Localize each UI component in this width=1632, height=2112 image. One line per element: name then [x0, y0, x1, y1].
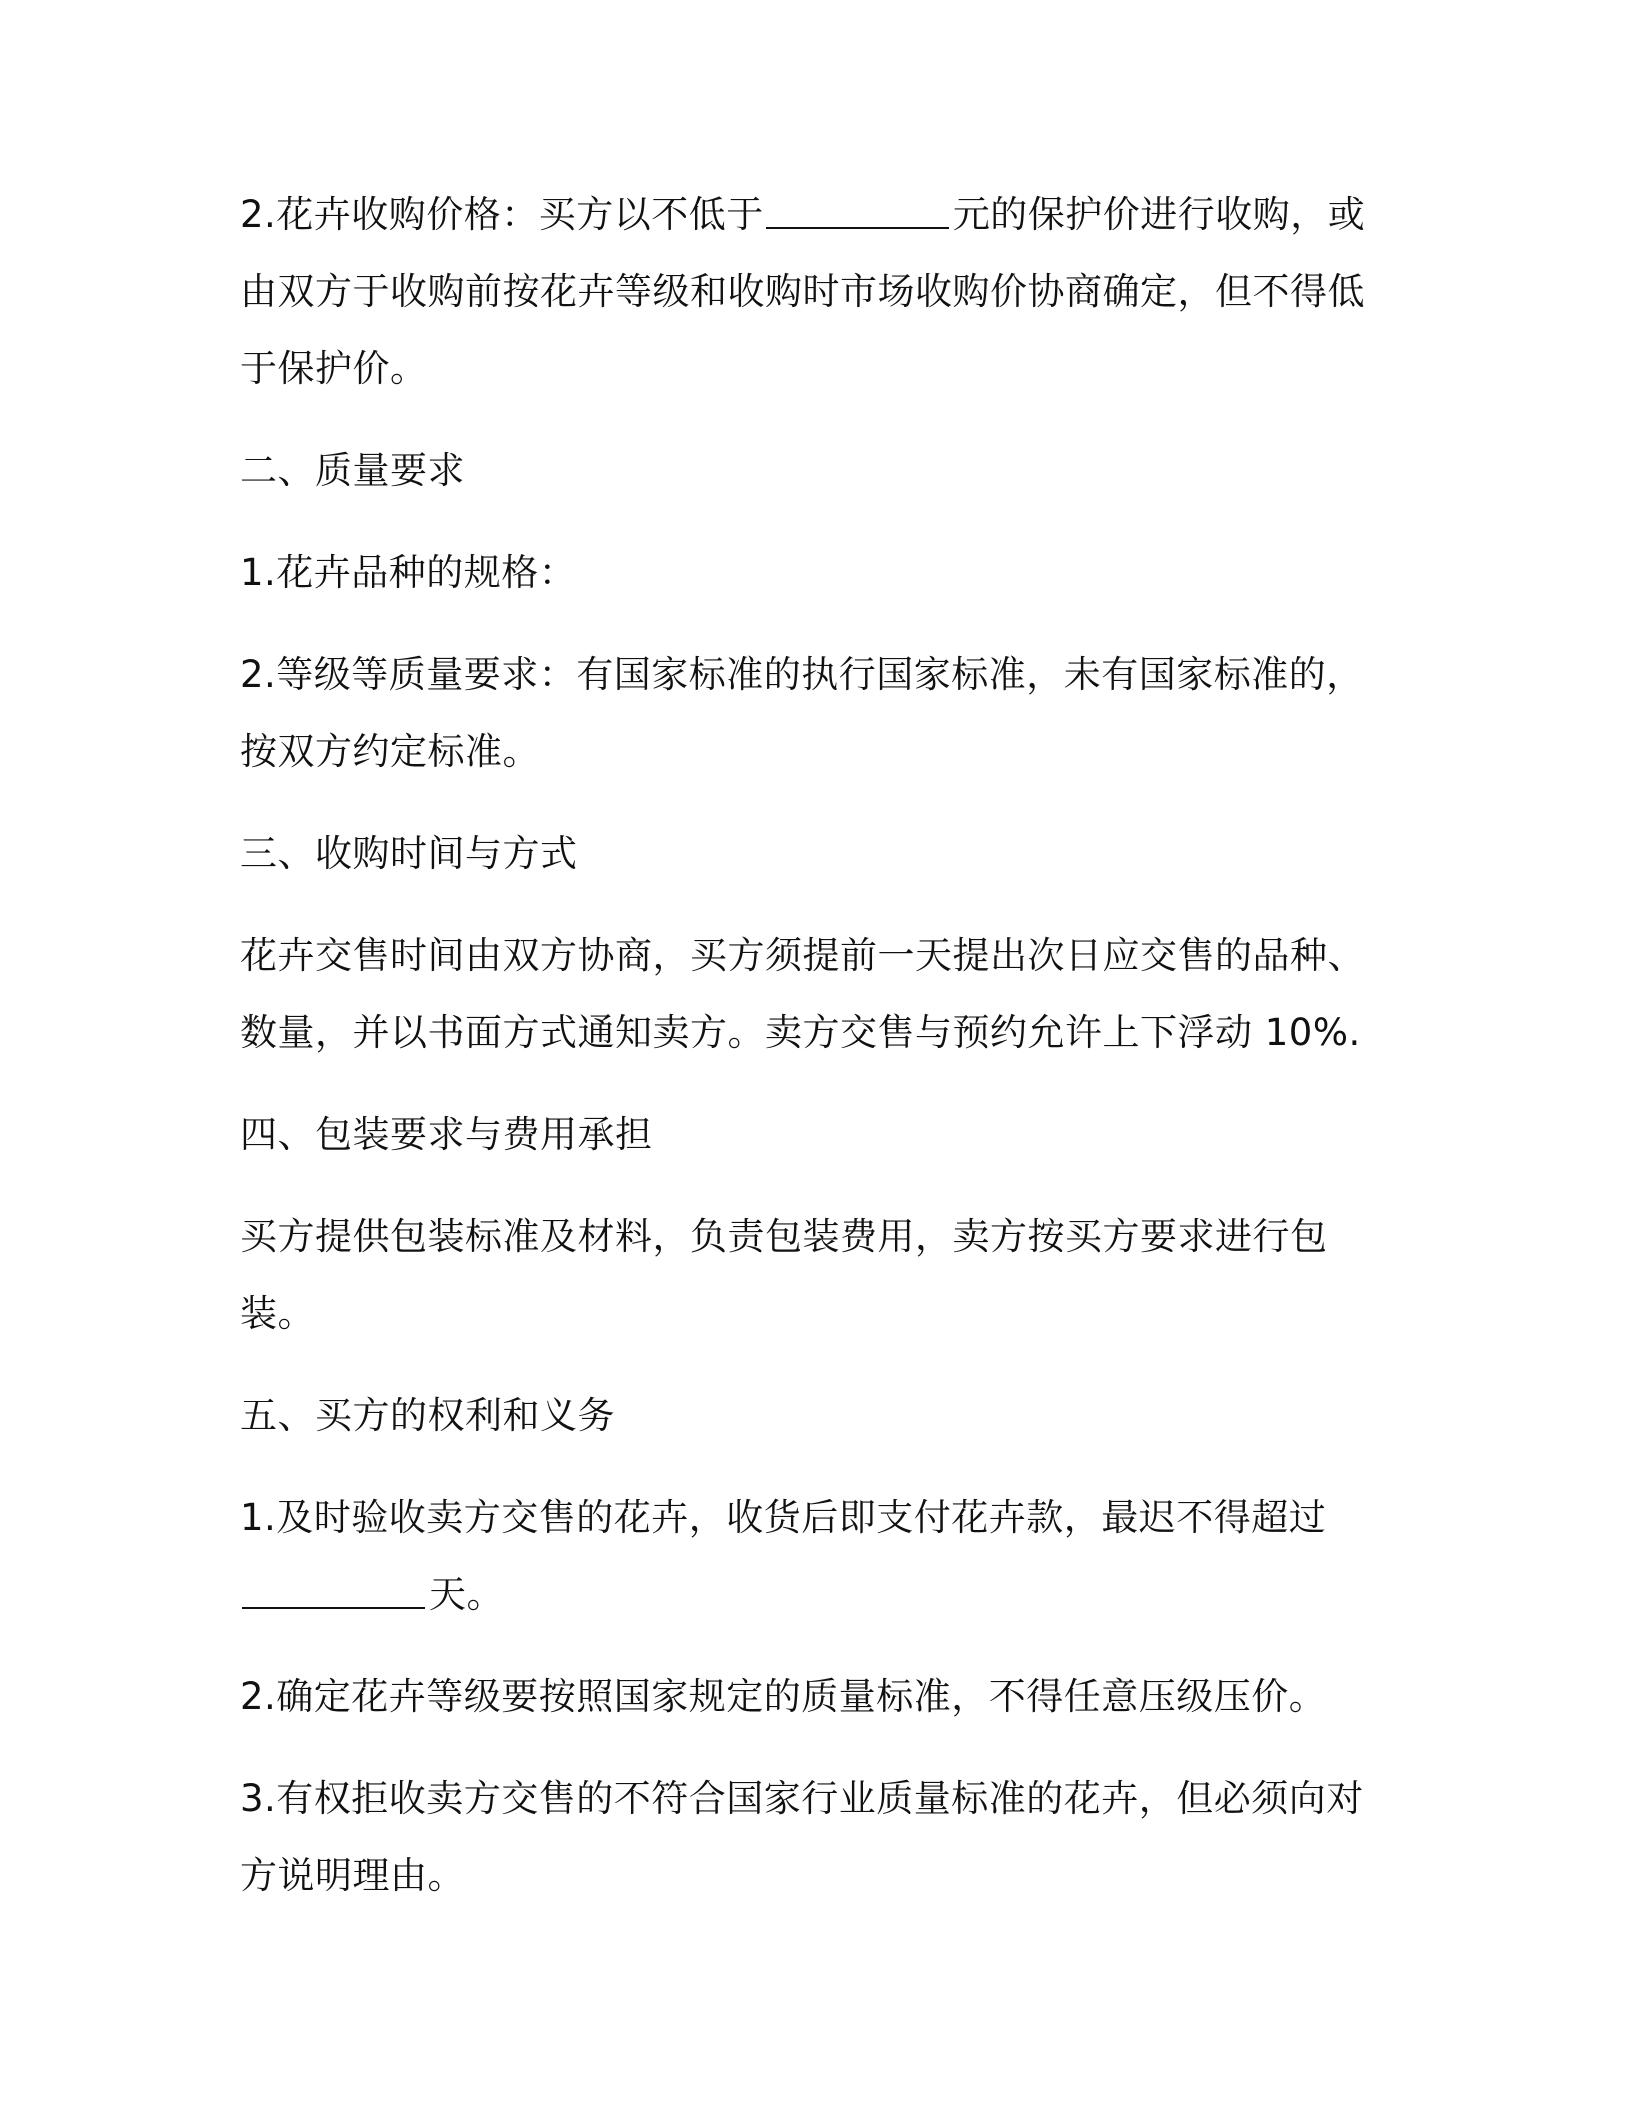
clause-text: 元的保护价进行收购，或由双方于收购前按花卉等级和收购时市场收购价协商确定，但不得低于保护价。 — [240, 193, 1366, 390]
clause-packaging: 买方提供包装标准及材料，负责包装费用，卖方按买方要求进行包装。 — [240, 1215, 1328, 1335]
section-heading-buyer-rights: 五、买方的权利和义务 — [240, 1394, 615, 1437]
document-body — [240, 176, 1370, 1939]
clause-text: 天。 — [429, 1573, 504, 1616]
clause-buyer-reject: 3.有权拒收卖方交售的不符合国家行业质量标准的花卉，但必须向对方说明理由。 — [240, 1777, 1364, 1897]
clause-grade-quality: 2.等级等质量要求：有国家标准的执行国家标准，未有国家标准的，按双方约定标准。 — [240, 653, 1364, 773]
fill-in-blank-price[interactable] — [766, 190, 949, 229]
clause-purchase-price — [240, 176, 1370, 407]
fill-in-blank-days[interactable] — [242, 1570, 425, 1609]
clause-text: 1.及时验收卖方交售的花卉，收货后即支付花卉款，最迟不得超过 — [240, 1496, 1327, 1539]
section-heading-purchase-time: 三、收购时间与方式 — [240, 832, 578, 875]
clause-variety-spec: 1.花卉品种的规格： — [240, 551, 577, 594]
clause-buyer-grading: 2.确定花卉等级要按照国家规定的质量标准，不得任意压级压价。 — [240, 1675, 1327, 1718]
clause-delivery-time: 花卉交售时间由双方协商，买方须提前一天提出次日应交售的品种、数量，并以书面方式通知卖方。卖方交售与预约允许上下浮动 10%. — [240, 934, 1365, 1054]
clause-text: 2.花卉收购价格：买方以不低于 — [240, 193, 764, 236]
section-heading-packaging: 四、包装要求与费用承担 — [240, 1113, 653, 1156]
clause-buyer-payment — [240, 1479, 1370, 1633]
section-heading-quality: 二、质量要求 — [240, 449, 465, 492]
